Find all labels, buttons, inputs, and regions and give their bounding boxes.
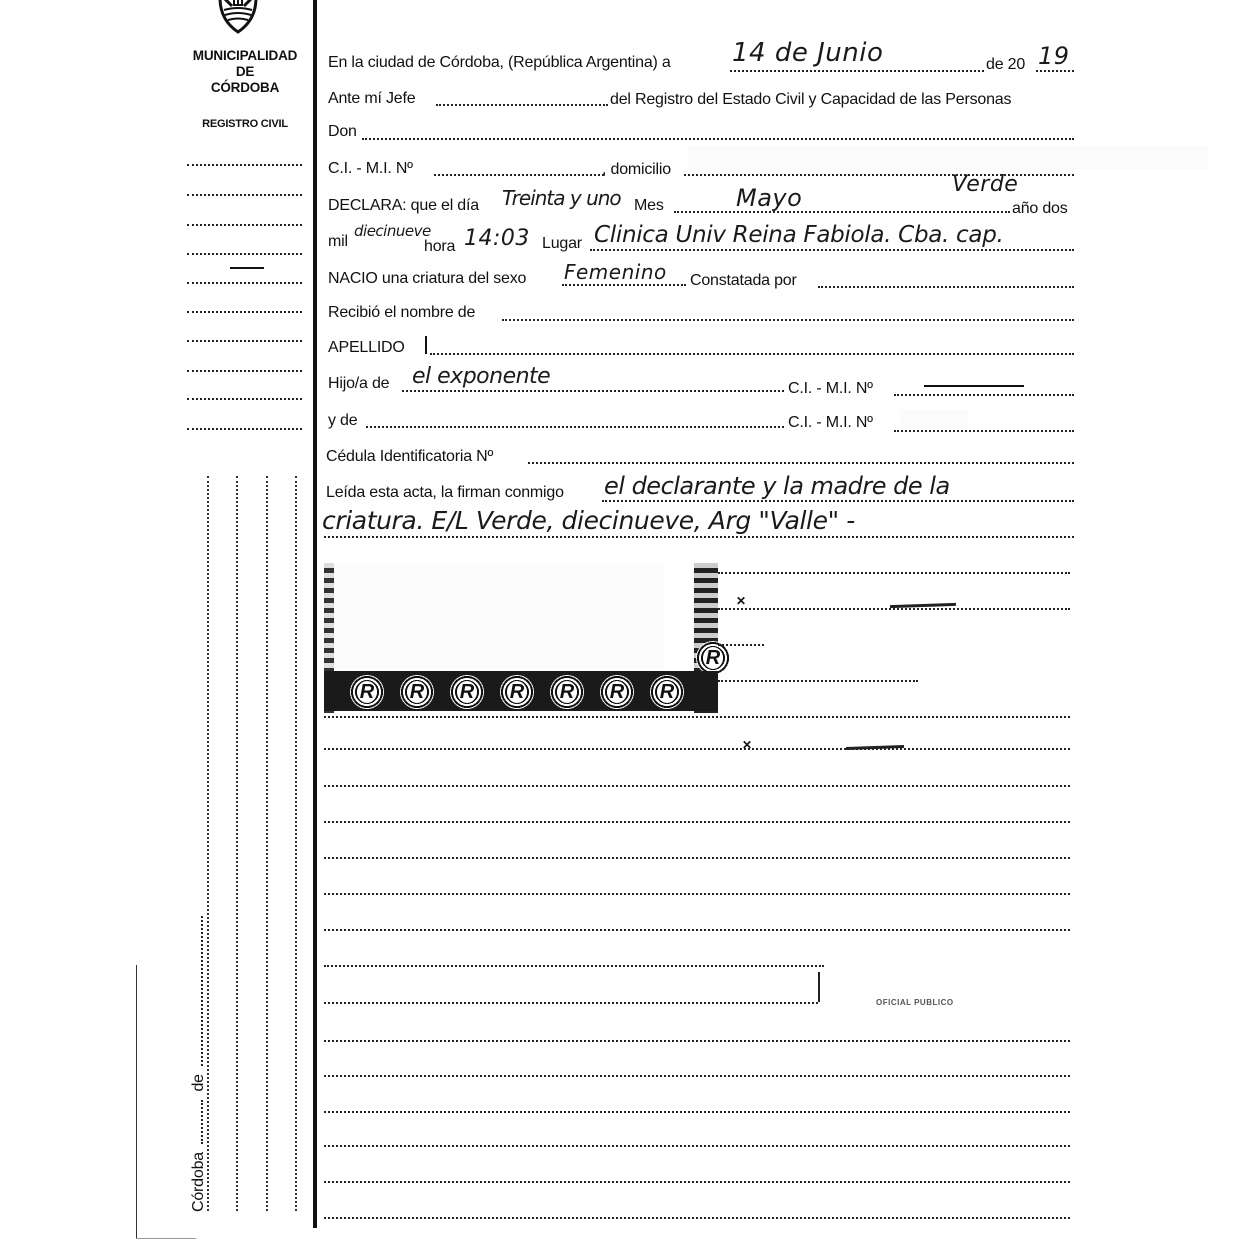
signers-field-line <box>602 500 1074 502</box>
org-line-2: DE <box>235 64 255 79</box>
constatada-field-line <box>818 286 1074 288</box>
redacted-area <box>688 146 1208 170</box>
label-lugar: Lugar <box>542 235 582 252</box>
signers-continued-line <box>324 536 1074 538</box>
label-mes: Mes <box>634 197 664 214</box>
blank-line <box>718 680 918 682</box>
year-field-line <box>1036 70 1074 72</box>
sex-field-line <box>562 284 686 286</box>
registry-stamp <box>324 563 721 715</box>
redacted-area <box>900 410 968 430</box>
blank-line <box>718 644 764 646</box>
value-month: Mayo <box>736 184 803 212</box>
blank-line <box>324 965 824 967</box>
blank-line <box>324 1040 1070 1042</box>
department-label: REGISTRO CIVIL <box>202 118 288 130</box>
value-date: 14 de Junio <box>732 38 884 68</box>
label-declara: DECLARA: que el día <box>328 197 479 214</box>
date-field-line <box>730 70 984 72</box>
x-mark: ✕ <box>736 594 747 608</box>
value-annotation-verde: Verde <box>952 172 1019 197</box>
blank-line <box>324 1217 1070 1219</box>
stamp-r-emblem: R <box>696 641 730 675</box>
org-line-1: MUNICIPALIDAD <box>192 48 298 63</box>
value-time: 14:03 <box>464 226 530 251</box>
footer-de: de <box>190 1074 207 1092</box>
label-registro: del Registro del Estado Civil y Capacidad de las Personas <box>610 91 1012 108</box>
label-ci-mi: C.I. - M.I. Nº <box>328 160 413 177</box>
mother-field-line <box>366 426 784 428</box>
label-year-prefix: de 20 <box>986 56 1026 73</box>
value-signers-2: criatura. E/L Verde, diecinueve, Arg "Valle" - <box>322 506 855 535</box>
blank-line <box>324 748 1070 750</box>
stamp-r-emblem: R <box>550 675 584 709</box>
stamp-r-emblem: R <box>450 675 484 709</box>
blank-line <box>324 1181 1070 1183</box>
value-place: Clinica Univ Reina Fabiola. Cba. cap. <box>594 222 1004 248</box>
blank-line <box>324 1145 1070 1147</box>
value-year-words: diecinueve <box>354 222 431 240</box>
blank-line <box>324 1002 818 1004</box>
label-domicilio: , domicilio <box>602 161 671 178</box>
stamp-r-emblem: R <box>500 675 534 709</box>
father-ci-dash <box>924 385 1024 387</box>
blank-line <box>324 929 1070 931</box>
jefe-field-line <box>436 104 608 106</box>
apellido-field-line <box>430 353 1074 355</box>
value-year: 19 <box>1038 42 1070 70</box>
label-hora: hora <box>424 238 456 255</box>
signature-corner-mark <box>818 972 820 1002</box>
apellido-mark <box>425 336 427 354</box>
footer-city: Córdoba <box>190 1152 207 1212</box>
name-field-line <box>502 319 1074 321</box>
blank-line <box>324 785 1070 787</box>
blank-line <box>324 716 1070 718</box>
blank-line <box>324 893 1070 895</box>
label-mil: mil <box>328 233 348 250</box>
ci-field-line <box>434 174 604 176</box>
label-ante-mi: Ante mí Jefe <box>328 90 416 107</box>
label-city: En la ciudad de Córdoba, (República Argentina) a <box>328 54 671 71</box>
don-field-line <box>362 138 1074 140</box>
value-sex: Femenino <box>564 260 667 284</box>
stamp-r-emblem: R <box>350 675 384 709</box>
label-father-ci: C.I. - M.I. Nº <box>788 380 873 397</box>
blank-line <box>324 1075 1070 1077</box>
blank-line <box>718 572 1070 574</box>
stamp-inner-blank <box>334 563 664 669</box>
org-line-3: CÓRDOBA <box>210 80 280 95</box>
label-y-de: y de <box>328 412 358 429</box>
place-field-line <box>590 249 1074 251</box>
value-day: Treinta y uno <box>502 186 621 210</box>
label-don: Don <box>328 123 357 140</box>
month-field-line <box>674 211 1010 213</box>
label-mother-ci: C.I. - M.I. Nº <box>788 414 873 431</box>
label-leida: Leída esta acta, la firman conmigo <box>326 484 564 501</box>
label-nacio: NACIO una criatura del sexo <box>328 270 527 287</box>
label-hijo-de: Hijo/a de <box>328 375 390 392</box>
label-nombre: Recibió el nombre de <box>328 304 476 321</box>
label-ano-dos: año dos <box>1012 200 1068 217</box>
official-label: OFICIAL PUBLICO <box>876 998 954 1007</box>
value-parent: el exponente <box>412 364 551 389</box>
x-mark: ✕ <box>742 738 753 752</box>
blank-line <box>324 821 1070 823</box>
blank-line <box>324 857 1070 859</box>
stamp-r-emblem: R <box>600 675 634 709</box>
label-cedula: Cédula Identificatoria Nº <box>326 448 494 465</box>
mother-ci-field-line <box>894 430 1074 432</box>
father-ci-field-line <box>894 394 1074 396</box>
label-constatada: Constatada por <box>690 272 797 289</box>
label-apellido: APELLIDO <box>328 339 405 356</box>
stamp-r-emblem: R <box>650 675 684 709</box>
father-field-line <box>402 390 784 392</box>
cedula-field-line <box>528 462 1074 464</box>
blank-line <box>718 608 1070 610</box>
value-signers-1: el declarante y la madre de la <box>604 472 950 500</box>
blank-line <box>324 1111 1070 1113</box>
stamp-r-emblem: R <box>400 675 434 709</box>
